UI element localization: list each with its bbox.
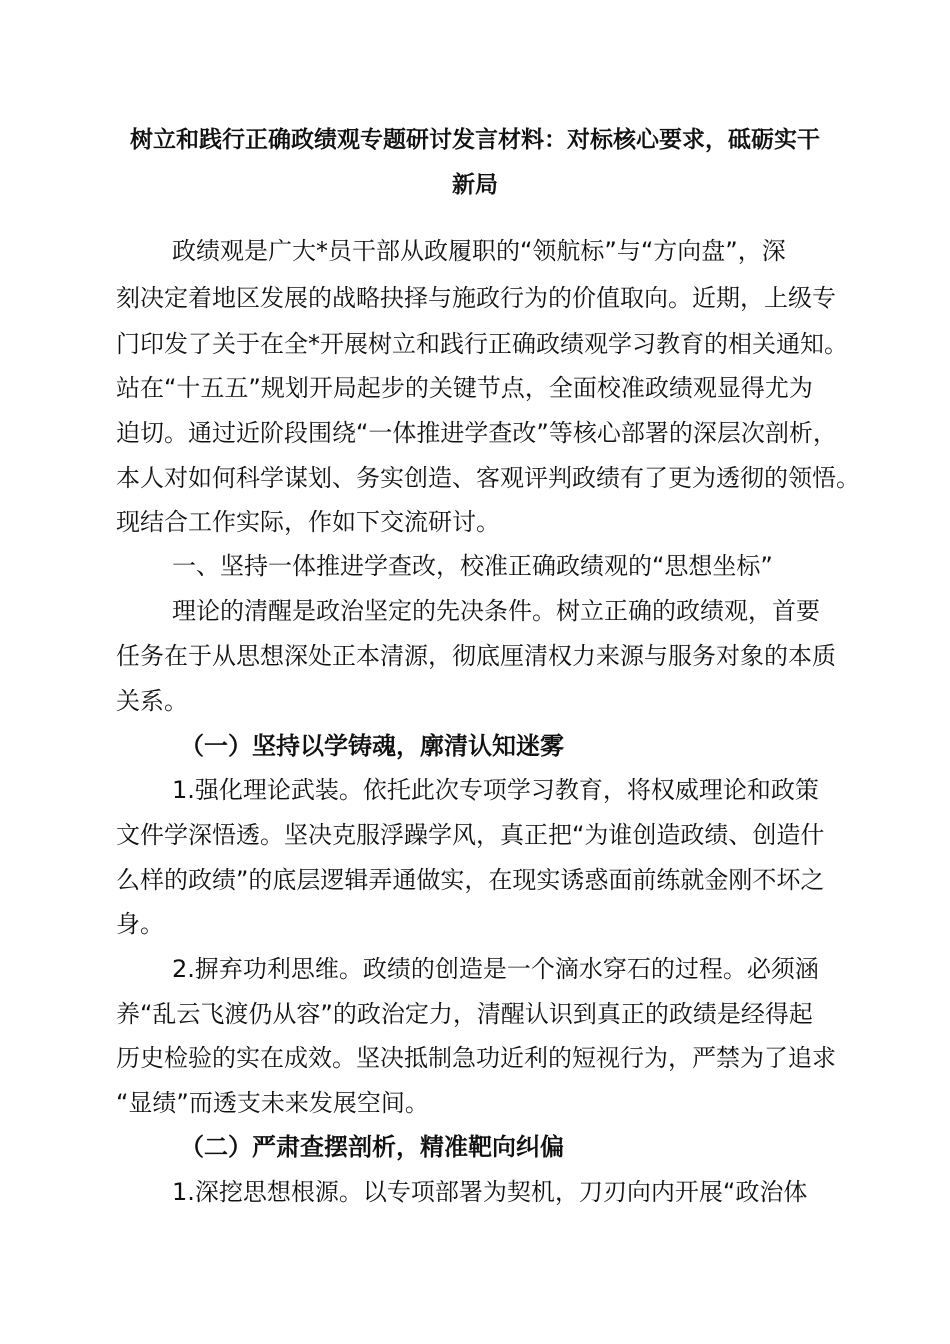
intro-line: 迫切。通过近阶段围绕“一体推进学查改”等核心部署的深层次剖析， xyxy=(116,419,837,447)
item-line: 文件学深悟透。坚决克服浮躁学风，真正把“为谁创造政绩、创造什 xyxy=(116,821,825,849)
document-title-line-2: 新局 xyxy=(452,172,498,198)
intro-line: 政绩观是广大*员干部从政履职的“领航标”与“方向盘”，深 xyxy=(172,237,786,265)
intro-line: 刻决定着地区发展的战略抉择与施政行为的价值取向。近期，上级专 xyxy=(116,284,836,312)
intro-line: 站在“十五五”规划开局起步的关键节点，全面校准政绩观显得尤为 xyxy=(116,374,813,402)
intro-line: 本人对如何科学谋划、务实创造、客观评判政绩有了更为透彻的领悟。 xyxy=(116,464,860,492)
section-heading-1: 一、坚持一体推进学查改，校准正确政绩观的“思想坐标” xyxy=(172,552,773,580)
section-body-line: 任务在于从思想深处正本清源，彻底厘清权力来源与服务对象的本质 xyxy=(116,642,836,670)
item-line: 1.深挖思想根源。以专项部署为契机，刀刃向内开展“政治体 xyxy=(172,1178,808,1206)
intro-line: 现结合工作实际，作如下交流研讨。 xyxy=(116,508,500,536)
item-line: 1.强化理论武装。依托此次专项学习教育，将权威理论和政策 xyxy=(172,776,819,804)
section-body-line: 理论的清醒是政治坚定的先决条件。树立正确的政绩观，首要 xyxy=(172,597,820,625)
subsection-heading-2: （二）严肃查摆剖析，精准靶向纠偏 xyxy=(180,1133,564,1161)
subsection-heading-1: （一）坚持以学铸魂，廓清认知迷雾 xyxy=(180,732,564,760)
item-line: 2.摒弃功利思维。政绩的创造是一个滴水穿石的过程。必须涵 xyxy=(172,955,819,983)
section-body-line: 关系。 xyxy=(116,687,188,715)
item-line: 么样的政绩”的底层逻辑弄通做实，在现实诱惑面前练就金刚不坏之 xyxy=(116,866,825,894)
intro-line: 门印发了关于在全*开展树立和践行正确政绩观学习教育的相关通知。 xyxy=(116,330,848,358)
item-line: 历史检验的实在成效。坚决抵制急功近利的短视行为，严禁为了追求 xyxy=(116,1044,836,1072)
item-line: 身。 xyxy=(116,910,164,938)
document-title-line-1: 树立和践行正确政绩观专题研讨发言材料：对标核心要求，砥砺实干 xyxy=(130,127,820,153)
item-line: “显绩”而透支未来发展空间。 xyxy=(116,1089,429,1117)
item-line: 养“乱云飞渡仍从容”的政治定力，清醒认识到真正的政绩是经得起 xyxy=(116,1000,813,1028)
